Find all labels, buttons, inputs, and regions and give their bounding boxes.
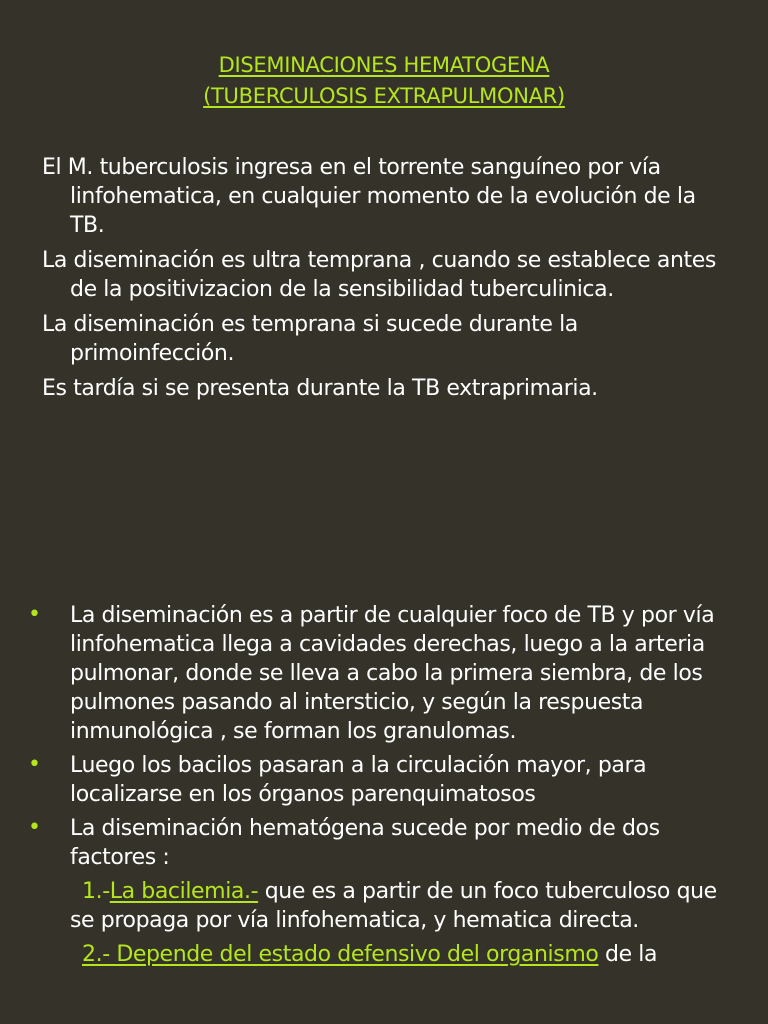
bullet-item-1: [28, 601, 740, 746]
bullet-text-2: Luego los bacilos pasaran a la circulación mayor, para localizarse en los órganos parenquimatosos: [70, 753, 647, 807]
bullet-text-1: La diseminación es a partir de cualquier foco de TB y por vía linfohematica llega a cavidades derechas, luego a la arteria pulmonar, donde se lleva a cabo la primera siembra, de los pulmones pasando al intersticio, y según la respuesta inmunológica , se forman los granulomas.: [70, 603, 715, 744]
factor-1-number: 1.-: [82, 879, 110, 904]
factor-1-label: La bacilemia.-: [109, 879, 259, 904]
factor-2-label: 2.- Depende del estado defensivo del organismo: [82, 942, 599, 967]
slide-title: [0, 50, 768, 112]
intro-paragraphs: [42, 153, 732, 409]
intro-paragraph-3: La diseminación es temprana si sucede durante la primoinfección.: [42, 312, 578, 366]
title-line-2: (TUBERCULOSIS EXTRAPULMONAR): [203, 84, 565, 108]
intro-paragraph-1: El M. tuberculosis ingresa en el torrente sanguíneo por vía linfohematica, en cualquier momento de la evolución de la TB.: [42, 155, 696, 238]
factor-1-text: que es a partir de un foco tuberculoso que se propaga por vía linfohematica, y hematica directa.: [70, 879, 717, 933]
bullet-item-3: [28, 814, 740, 872]
bullet-text-3: La diseminación hematógena sucede por medio de dos factores :: [70, 816, 660, 870]
bullet-dot-icon: •: [28, 752, 41, 777]
bullet-item-2: [28, 751, 740, 809]
bullet-dot-icon: •: [28, 815, 41, 840]
factor-1: [70, 877, 740, 935]
factor-2: [70, 940, 740, 969]
intro-paragraph-4: Es tardía si se presenta durante la TB extraprimaria.: [42, 376, 598, 401]
title-line-1: DISEMINACIONES HEMATOGENA: [218, 53, 550, 77]
bullet-list: [28, 601, 740, 974]
intro-paragraph-2: La diseminación es ultra temprana , cuando se establece antes de la positivizacion de la sensibilidad tuberculinica.: [42, 248, 716, 302]
bullet-dot-icon: •: [28, 602, 41, 627]
factor-2-text: de la: [598, 942, 658, 967]
